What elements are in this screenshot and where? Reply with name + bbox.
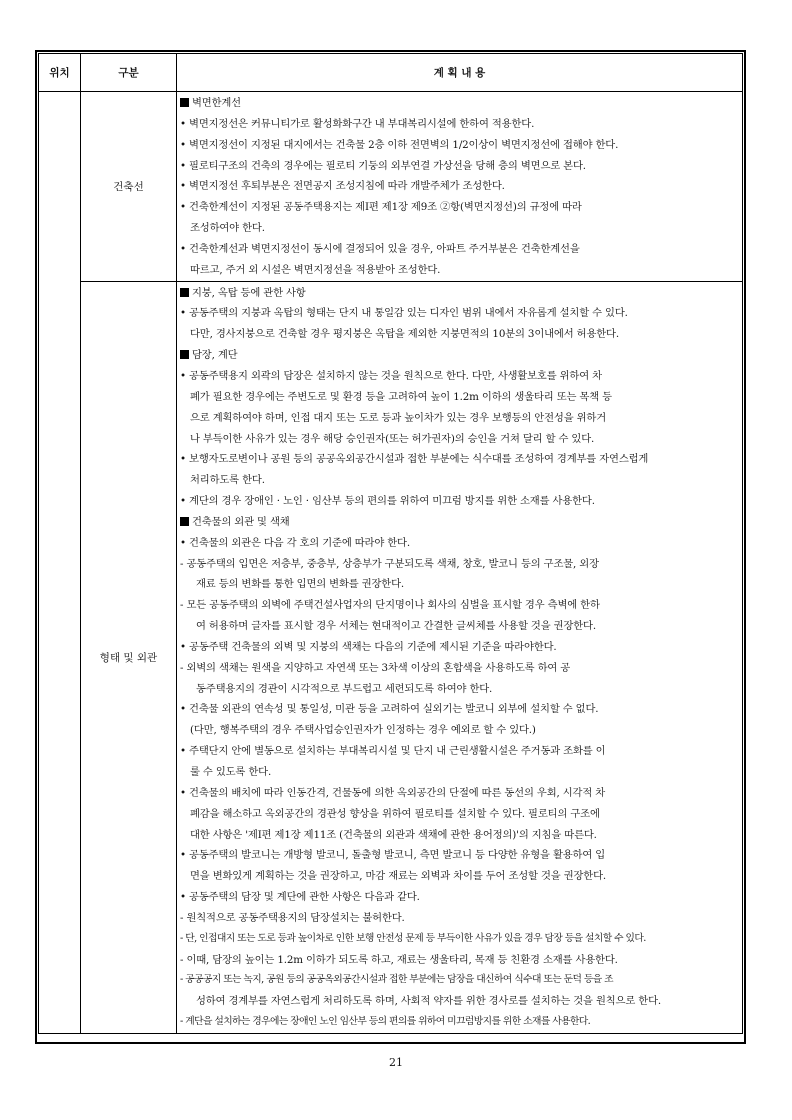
subsection-heading [180, 283, 740, 304]
content-line: • 공동주택용지 외곽의 담장은 설치하지 않는 것을 원칙으로 한다. 다만, 사생활보호를 위하여 차 [180, 369, 602, 382]
content-line: 다만, 경사지붕으로 건축할 경우 평지붕은 옥탑을 제외한 지붕면적의 10분의 3이내에서 허용한다. [190, 328, 619, 341]
content-line: 폐감을 해소하고 옥외공간의 경관성 향상을 위하여 필로티를 설치할 수 있다. 필로티의 구조에 [190, 807, 600, 820]
subsection-heading-text: 담장, 계단 [192, 349, 238, 362]
content-line: 여 허용하며 글자를 표시할 경우 서체는 현대적이고 간결한 글씨체를 사용할 것을 권장한다. [196, 620, 596, 633]
content-line: - 단, 인접대지 또는 도로 등과 높이차로 인한 보행 안전성 문제 등 부득이한 사유가 있을 경우 담장 등을 설치할 수 있다. [180, 932, 646, 944]
content-line: (다만, 행복주택의 경우 주택사업승인권자가 인정하는 경우 예외로 할 수 있다.) [190, 724, 536, 737]
content-line: - 공공공지 또는 녹지, 공원 등의 공공옥외공간시설과 접한 부분에는 담장을 대신하여 식수대 또는 둔덕 등을 조 [180, 974, 613, 986]
content-line: - 외벽의 색채는 원색을 지양하고 자연색 또는 3차색 이상의 혼합색을 사용하도록 하여 공 [180, 661, 571, 674]
header-category: 구분 [81, 54, 177, 92]
content-line: • 벽면지정선이 지정된 대지에서는 건축물 2층 이하 전면벽의 1/2이상이 벽면지정선에 접해야 한다. [180, 138, 619, 151]
content-line: • 벽면지정선 후퇴부분은 전면공지 조성지침에 따라 개발주체가 조성한다. [180, 180, 505, 193]
content-line: • 건축한계선이 지정된 공동주택용지는 제Ⅰ편 제1장 제9조 ②항(벽면지정선)의 규정에 따라 [180, 201, 582, 214]
black-square-icon [180, 98, 189, 107]
content-line: • 보행자도로변이나 공원 등의 공공옥외공간시설과 접한 부분에는 식수대를 조성하여 경계부를 자연스럽게 [180, 453, 649, 466]
content-line: 동주택용지의 경관이 시각적으로 부드럽고 세련되도록 하여야 한다. [196, 682, 493, 695]
content-line: - 모든 공동주택의 외벽에 주택건설사업자의 단지명이나 회사의 심벌을 표시할 경우 측벽에 한하 [180, 599, 600, 612]
content-line: 처리하도록 한다. [190, 474, 265, 487]
content-line: - 원칙적으로 공동주택용지의 담장설치는 불허한다. [180, 911, 405, 924]
page-frame [35, 50, 746, 1044]
section-row-form-exterior [39, 281, 743, 1033]
content-line: • 건축물의 외관은 다음 각 호의 기준에 따라야 한다. [180, 536, 410, 549]
content-line: - 계단을 설치하는 경우에는 장애인 노인 임산부 등의 편의를 위하여 미끄럼방지를 위한 소재를 사용한다. [180, 1016, 591, 1028]
section-row-building-line [39, 92, 743, 282]
content-line: • 공동주택의 발코니는 개방형 발코니, 돌출형 발코니, 측면 발코니 등 다양한 유형을 활용하여 입 [180, 849, 606, 862]
subsection-heading-text: 건축물의 외관 및 색채 [192, 515, 290, 528]
subsection-heading-text: 벽면한계선 [192, 97, 241, 109]
content-line: 성하여 경계부를 자연스럽게 처리하도록 하며, 사회적 약자를 위한 경사로를 설치하는 것을 원칙으로 한다. [196, 995, 661, 1008]
plan-table [38, 53, 743, 1034]
content-line: • 건축물의 배치에 따라 인동간격, 건물동에 의한 옥외공간의 단절에 따른 동선의 우회, 시각적 차 [180, 786, 606, 799]
category-building-line: 건축선 [81, 92, 177, 282]
content-line: 재료 등의 변화를 통한 입면의 변화를 권장한다. [196, 578, 404, 591]
content-line: • 공동주택의 담장 및 계단에 관한 사항은 다음과 같다. [180, 891, 420, 904]
content-building-line [177, 92, 743, 282]
content-line: 따르고, 주거 외 시설은 벽면지정선을 적용받아 조성한다. [190, 263, 441, 276]
content-line: • 벽면지정선은 커뮤니티가로 활성화화구간 내 부대복리시설에 한하여 적용한다. [180, 117, 535, 130]
content-line: 나 부득이한 사유가 있는 경우 해당 승인권자(또는 허가권자)의 승인을 거쳐 달리 할 수 있다. [190, 432, 595, 445]
content-line: 으로 계획하여야 하며, 인접 대지 또는 도로 등과 높이차가 있는 경우 보행등의 안전성을 위하거 [190, 411, 606, 424]
content-line: - 공동주택의 입면은 저층부, 중층부, 상층부가 구분되도록 색채, 창호, 발코니 등의 구조물, 외장 [180, 557, 599, 570]
black-square-icon [180, 288, 189, 297]
content-line: • 공동주택의 지붕과 옥탑의 형태는 단지 내 통일감 있는 디자인 범위 내에서 자유롭게 설치할 수 있다. [180, 307, 628, 320]
black-square-icon [180, 350, 189, 359]
content-line: • 공동주택 건축물의 외벽 및 지붕의 색채는 다음의 기준에 제시된 기준을 따라야한다. [180, 640, 557, 653]
content-form-exterior [177, 281, 743, 1033]
subsection-heading-text: 지붕, 옥탑 등에 관한 사항 [192, 286, 306, 299]
content-line: • 주택단지 안에 별동으로 설치하는 부대복리시설 및 단지 내 근린생활시설은 주거동과 조화를 이 [180, 745, 606, 758]
content-line: 대한 사항은 '제Ⅰ편 제1장 제11조 (건축물의 외관과 색채에 관한 용어정의)'의 지침을 따른다. [190, 828, 597, 841]
page-number: 21 [389, 1056, 403, 1069]
table-header-row [39, 54, 743, 92]
content-line: • 계단의 경우 장애인 · 노인 · 임산부 등의 편의를 위하여 미끄럼 방지를 위한 소재를 사용한다. [180, 495, 595, 508]
content-line: • 필로티구조의 건축의 경우에는 필로티 기둥의 외부연결 가상선을 당해 층의 벽면으로 본다. [180, 159, 586, 172]
subsection-heading [180, 93, 740, 114]
category-form-exterior: 형태 및 외관 [81, 281, 177, 1033]
content-line: • 건축한계선과 벽면지정선이 동시에 결정되어 있을 경우, 아파트 주거부분은 건축한계선을 [180, 242, 580, 255]
content-line: 폐가 필요한 경우에는 주변도로 및 환경 등을 고려하여 높이 1.2m 이하의 생울타리 또는 목책 등 [190, 390, 612, 403]
location-cell [39, 92, 81, 1034]
content-line: 조성하여야 한다. [190, 222, 265, 235]
content-line: • 건축물 외관의 연속성 및 통일성, 미관 등을 고려하여 실외기는 발코니 외부에 설치할 수 없다. [180, 703, 599, 716]
header-location: 위치 [39, 54, 81, 92]
black-square-icon [180, 517, 189, 526]
content-line: 면을 변화있게 계획하는 것을 권장하고, 마감 재료는 외벽과 차이를 두어 조성할 것을 권장한다. [190, 870, 606, 883]
content-line: - 이때, 담장의 높이는 1.2m 이하가 되도록 하고, 재료는 생울타리, 목재 등 친환경 소재를 사용한다. [180, 953, 618, 966]
header-content: 계 획 내 용 [177, 54, 743, 92]
subsection-heading [180, 512, 740, 533]
subsection-heading [180, 345, 740, 366]
content-line: 룰 수 있도록 한다. [190, 766, 272, 778]
